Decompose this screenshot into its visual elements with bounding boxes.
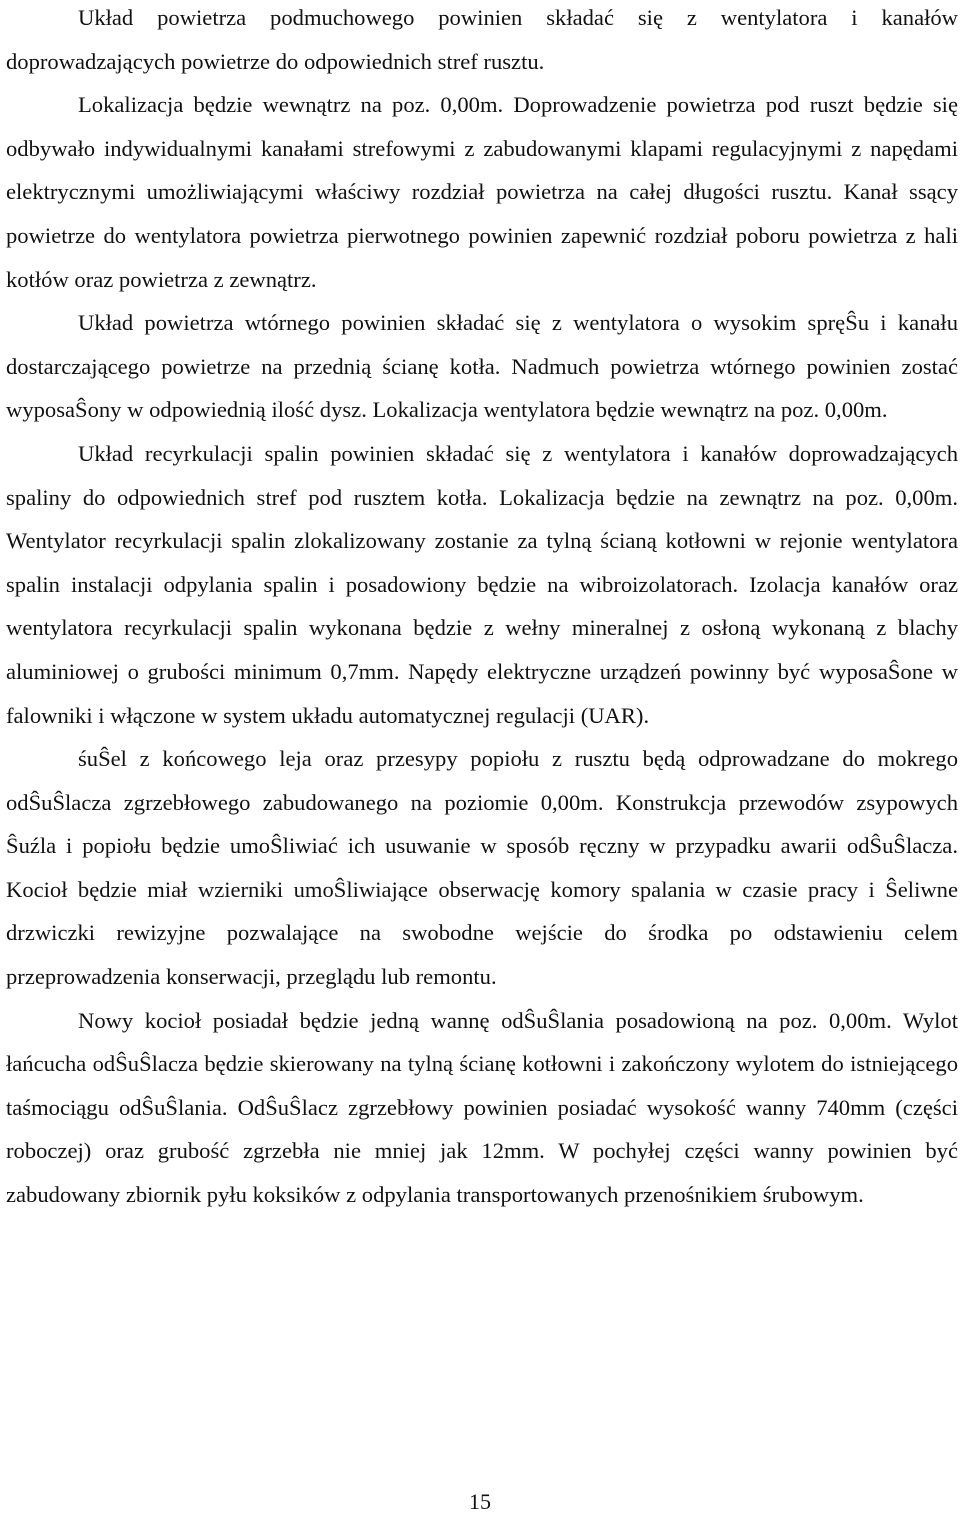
paragraph-flue-gas-recirculation: Układ recyrkulacji spalin powinien składać się z wentylatora i kanałów doprowadzających spaliny do odpowiednich stref pod rusztem kotła. Lokalizacja będzie na zewnątrz na poz. 0,00m. Wentylator recyrkulacji spalin zlokalizowany zostanie za tylną ścianą kotłowni w rejonie wentylatora spalin instalacji odpylania spalin i posadowiony będzie na wibroizolatorach. Izolacja kanałów oraz wentylatora recyrkulacji spalin wykonana będzie z wełny mineralnej z osłoną wykonaną z blachy aluminiowej o grubości minimum 0,7mm. Napędy elektryczne urządzeń powinny być wyposaŜone w falowniki i włączone w system układu automatycznej regulacji (UAR). (6, 440, 958, 728)
page-number: 15 (469, 1489, 491, 1514)
paragraph-primary-air-location: Lokalizacja będzie wewnątrz na poz. 0,00m. Doprowadzenie powietrza pod ruszt będzie się odbywało indywidualnymi kanałami strefowymi z zabudowanymi klapami regulacyjnymi z napędami elektrycznymi umożliwiającymi właściwy rozdział powietrza na całej długości rusztu. Kanał ssący powietrze do wentylatora powietrza pierwotnego powinien zapewnić rozdział poboru powietrza z hali kotłów oraz powietrza z zewnątrz. (6, 92, 958, 292)
paragraph-secondary-air-system: Układ powietrza wtórnego powinien składać się z wentylatora o wysokim spręŜu i kanału dostarczającego powietrze na przednią ścianę kotła. Nadmuch powietrza wtórnego powinien zostać wyposaŜony w odpowiednią ilość dysz. Lokalizacja wentylatora będzie wewnątrz na poz. 0,00m. (6, 310, 958, 423)
document-page (6, 0, 958, 1217)
paragraph-slag-tub: Nowy kocioł posiadał będzie jedną wannę odŜuŜlania posadowioną na poz. 0,00m. Wylot łańcucha odŜuŜlacza będzie skierowany na tylną ścianę kotłowni i zakończony wylotem do istniejącego taśmociągu odŜuŜlania. OdŜuŜlacz zgrzebłowy powinien posiadać wysokość wanny 740mm (części roboczej) oraz grubość zgrzebła nie mniej jak 12mm. W pochyłej części wanny powinien być zabudowany zbiornik pyłu koksików z odpylania transportowanych przenośnikiem śrubowym. (6, 1007, 958, 1208)
paragraph-slag-removal: śuŜel z końcowego leja oraz przesypy popiołu z rusztu będą odprowadzane do mokrego odŜuŜlacza zgrzebłowego zabudowanego na poziomie 0,00m. Konstrukcja przewodów zsypowych Ŝuźla i popiołu będzie umoŜliwiać ich usuwanie w sposób ręczny w przypadku awarii odŜuŜlacza. Kocioł będzie miał wzierniki umoŜliwiające obserwację komory spalania w czasie pracy i Ŝeliwne drzwiczki rewizyjne pozwalające na swobodne wejście do środka po odstawieniu celem przeprowadzenia konserwacji, przeglądu lub remontu. (6, 746, 958, 990)
paragraph-primary-air-system: Układ powietrza podmuchowego powinien składać się z wentylatora i kanałów doprowadzających powietrze do odpowiednich stref rusztu. (6, 5, 958, 74)
